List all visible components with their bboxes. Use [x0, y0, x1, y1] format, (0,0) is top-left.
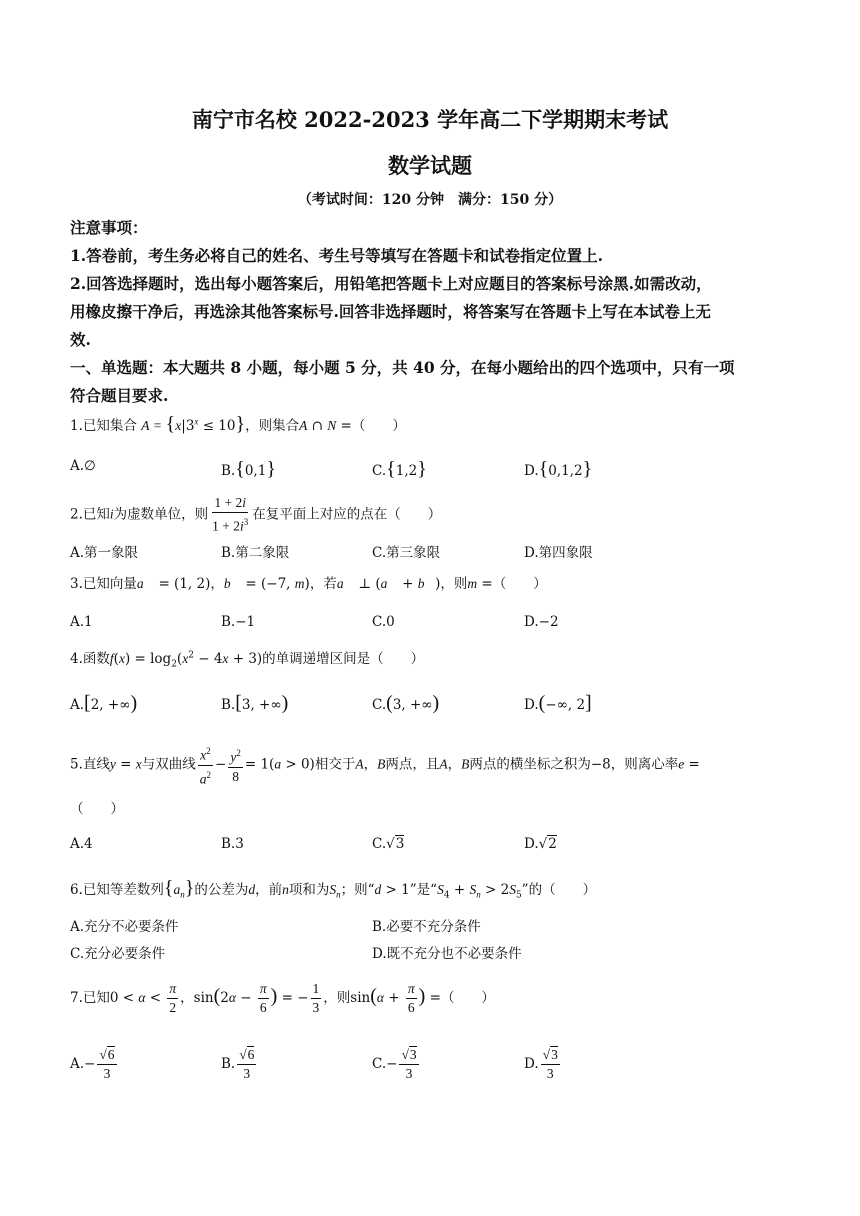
question-7-option-a[interactable]: A.− $\frac{√6}{3}$ [70, 1047, 115, 1081]
notes-item-2-line-1: 2.回答选择题时，选出每小题答案后，用铅笔把答题卡上对应题目的答案标号涂黑.如需改动， [70, 274, 712, 293]
section-heading-line-1: 一、单选题：本大题共 8 小题，每小题 5 分，共 40 分，在每小题给出的四个选项中，只有一项 [70, 358, 735, 377]
notes-heading: 注意事项： [70, 218, 148, 237]
question-5-option-b[interactable]: B.3 [221, 836, 244, 852]
exam-info: （考试时间：120 分钟 满分：150 分） [297, 192, 563, 208]
question-6: 6.已知等差数列$\{a_n\}$的公差为d，前n项和为$S_n$；则“d > 1”是“$S_4 + S_n > 2S_5$”的（ ） [70, 877, 597, 901]
question-2-option-b[interactable]: B.第二象限 [221, 545, 290, 561]
question-6-option-a[interactable]: A.充分不必要条件 [70, 919, 179, 935]
exam-subtitle: 数学试题 [388, 153, 472, 178]
question-5-continuation: （ ） [70, 801, 124, 817]
question-7: 7.已知0 < α < $\frac{\pi}{2}$ ，sin(2α − $\frac{\pi}{6}$ ) = − $\frac{1}{3}$ ，则sin(α + $\frac{\pi}{6}$ ) =（ ） [70, 981, 495, 1015]
question-1-option-b[interactable]: B.{0,1} [221, 458, 276, 480]
question-6-option-c[interactable]: C.充分必要条件 [70, 946, 166, 962]
question-3-option-d[interactable]: D.−2 [524, 614, 559, 630]
exam-title: 南宁市名校 2022-2023 学年高二下学期期末考试 [191, 107, 669, 132]
question-2-option-d[interactable]: D.第四象限 [524, 545, 593, 561]
question-3-option-c[interactable]: C.0 [372, 614, 395, 630]
question-1-option-c[interactable]: C.{1,2} [372, 458, 427, 480]
fraction: $\frac{\pi}{6}$ [407, 981, 415, 1015]
fraction: $\frac{x^2}{a^2}$ [198, 742, 213, 788]
fraction: $\frac{y^2}{8}$ [228, 744, 243, 786]
question-6-option-d[interactable]: D.既不充分也不必要条件 [372, 946, 522, 962]
question-3: 3.已知向量a⃗ = (1, 2)，b⃗ = (−7, m)，若a⃗ ⊥ (a⃗ + b⃗)，则m =（ ） [70, 576, 547, 592]
fraction: $\frac{1}{3}$ [312, 981, 320, 1015]
question-7-option-c[interactable]: C.− $\frac{√3}{3}$ [372, 1047, 417, 1081]
question-5-option-d[interactable]: D.√2 [524, 836, 557, 852]
question-1: 1.已知集合 $A = \{x|3^x \le 10\}$，则集合A ∩ N =（ ） [70, 413, 406, 435]
question-4-option-c[interactable]: C.(3, +∞) [372, 692, 440, 714]
question-2: 2.已知i为虚数单位，则 $\frac{1 + 2i}{1 + 2i^3}$ 在复平面上对应的点在（ ） [70, 495, 442, 534]
question-3-option-a[interactable]: A.1 [70, 614, 93, 630]
notes-item-2-line-2: 用橡皮擦干净后，再选涂其他答案标号.回答非选择题时，将答案写在答题卡上写在本试卷上无 [70, 302, 711, 321]
question-1-option-d[interactable]: D.{0,1,2} [524, 458, 593, 480]
question-4-option-d[interactable]: D.(−∞, 2] [524, 692, 592, 714]
question-7-option-b[interactable]: B. $\frac{√6}{3}$ [221, 1047, 255, 1081]
question-5-option-c[interactable]: C.√3 [372, 836, 405, 852]
question-5-option-a[interactable]: A.4 [70, 836, 93, 852]
question-4-option-a[interactable]: A.[2, +∞) [70, 692, 138, 714]
fraction: $\frac{\pi}{6}$ [259, 981, 267, 1015]
section-heading-line-2: 符合题目要求. [70, 386, 169, 405]
question-6-option-b[interactable]: B.必要不充分条件 [372, 919, 481, 935]
question-4-option-b[interactable]: B.[3, +∞) [221, 692, 289, 714]
question-4: 4.函数$f(x) = \log_2(x^2 - 4x + 3)$的单调递增区间是（ ） [70, 650, 425, 670]
question-5: 5.直线y = x与双曲线 $\frac{x^2}{a^2}$ − $\frac{y^2}{8}$ = 1(a > 0)相交于A，B两点，且A，B两点的横坐标之积为−8，则离心率e = [70, 742, 792, 788]
question-2-option-c[interactable]: C.第三象限 [372, 545, 441, 561]
fraction: $\frac{\pi}{2}$ [169, 981, 177, 1015]
question-2-option-a[interactable]: A.第一象限 [70, 545, 139, 561]
question-3-option-b[interactable]: B.−1 [221, 614, 256, 630]
fraction: $\frac{1 + 2i}{1 + 2i^3}$ [212, 495, 249, 534]
notes-item-2-line-3: 效. [70, 330, 91, 349]
notes-item-1: 1.答卷前，考生务必将自己的姓名、考生号等填写在答题卡和试卷指定位置上. [70, 246, 604, 265]
question-7-option-d[interactable]: D. $\frac{√3}{3}$ [524, 1047, 558, 1081]
math-expr: A [141, 418, 150, 433]
question-1-option-a[interactable]: A.∅ [70, 458, 96, 474]
